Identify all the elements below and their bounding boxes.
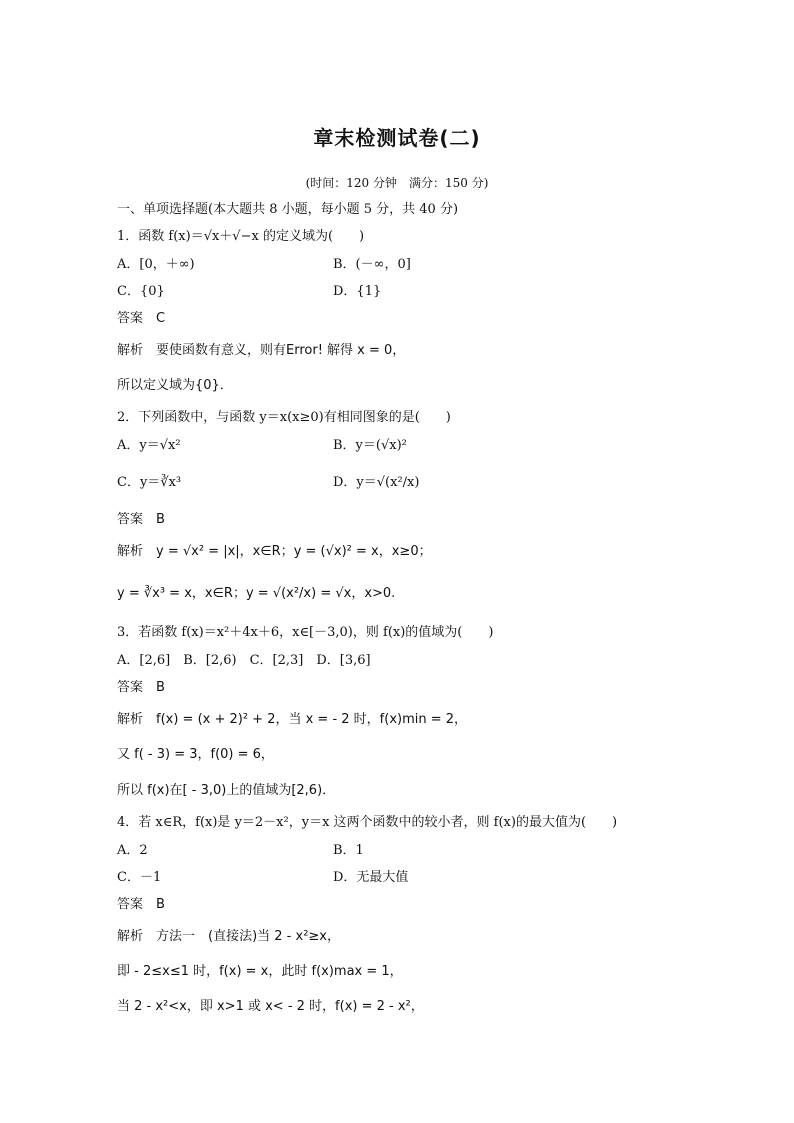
question-3-options: A．[2,6] B．[2,6) C．[2,3] D．[3,6] bbox=[117, 653, 371, 668]
question-1-analysis-line: 解析 要使函数有意义，则有Error! 解得 x = 0， bbox=[117, 343, 406, 358]
question-3-answer: 答案 B bbox=[117, 680, 165, 695]
question-2-option-c: C．y＝∛x³ bbox=[117, 475, 182, 490]
question-3-analysis-line: 所以 f(x)在[ - 3,0)上的值域为[2,6)． bbox=[117, 783, 336, 798]
question-2-analysis-line: 解析 y = √x² = |x|，x∈R；y = (√x)² = x，x≥0； bbox=[117, 544, 432, 559]
section-heading: 一、单项选择题(本大题共 8 小题，每小题 5 分，共 40 分) bbox=[117, 202, 459, 217]
question-4-stem: 4．若 x∈R，f(x)是 y＝2－x²，y＝x 这两个函数中的较小者，则 f(x)的最大值为( ) bbox=[117, 815, 618, 830]
page-title: 章末检测试卷(二) bbox=[313, 126, 481, 150]
question-4-option-c: C．－1 bbox=[117, 870, 162, 885]
question-2-option-a: A．y＝√x² bbox=[117, 438, 181, 453]
question-1-option-a: A．[0，＋∞) bbox=[117, 257, 195, 272]
question-1-stem: 1．函数 f(x)＝√x＋√−x 的定义域为( ) bbox=[117, 229, 365, 244]
question-2-option-b: B．y＝(√x)² bbox=[333, 438, 407, 453]
question-4-analysis-line: 当 2 - x²<x，即 x>1 或 x< - 2 时，f(x) = 2 - x²， bbox=[117, 999, 424, 1014]
question-1-option-c: C．{0} bbox=[117, 284, 165, 299]
question-3-analysis-line: 又 f( - 3) = 3，f(0) = 6， bbox=[117, 747, 274, 762]
question-3-analysis-line: 解析 f(x) = (x + 2)² + 2，当 x = - 2 时，f(x)min = 2， bbox=[117, 712, 468, 727]
question-4-option-d: D．无最大值 bbox=[333, 870, 409, 885]
question-4-analysis-line: 即 - 2≤x≤1 时，f(x) = x，此时 f(x)max = 1， bbox=[117, 964, 403, 979]
question-2-analysis-line: y = ∛x³ = x，x∈R；y = √(x²/x) = √x，x>0. bbox=[117, 586, 396, 601]
question-2-option-d: D．y＝√(x²/x) bbox=[333, 475, 420, 490]
question-4-option-a: A．2 bbox=[117, 843, 148, 858]
question-4-option-b: B．1 bbox=[333, 843, 364, 858]
question-1-analysis-line: 所以定义域为{0}． bbox=[117, 378, 233, 393]
question-2-answer: 答案 B bbox=[117, 512, 165, 527]
question-2-stem: 2．下列函数中，与函数 y＝x(x≥0)有相同图象的是( ) bbox=[117, 410, 451, 425]
exam-info: (时间：120 分钟 满分：150 分) bbox=[305, 176, 489, 190]
question-4-answer: 答案 B bbox=[117, 897, 165, 912]
question-1-option-d: D．{1} bbox=[333, 284, 382, 299]
question-1-option-b: B．(－∞，0] bbox=[333, 257, 411, 272]
question-4-analysis-line: 解析 方法一 (直接法)当 2 - x²≥x， bbox=[117, 929, 340, 944]
question-1-answer: 答案 C bbox=[117, 311, 166, 326]
question-3-stem: 3．若函数 f(x)＝x²＋4x＋6，x∈[－3,0)，则 f(x)的值域为( ) bbox=[117, 625, 494, 640]
